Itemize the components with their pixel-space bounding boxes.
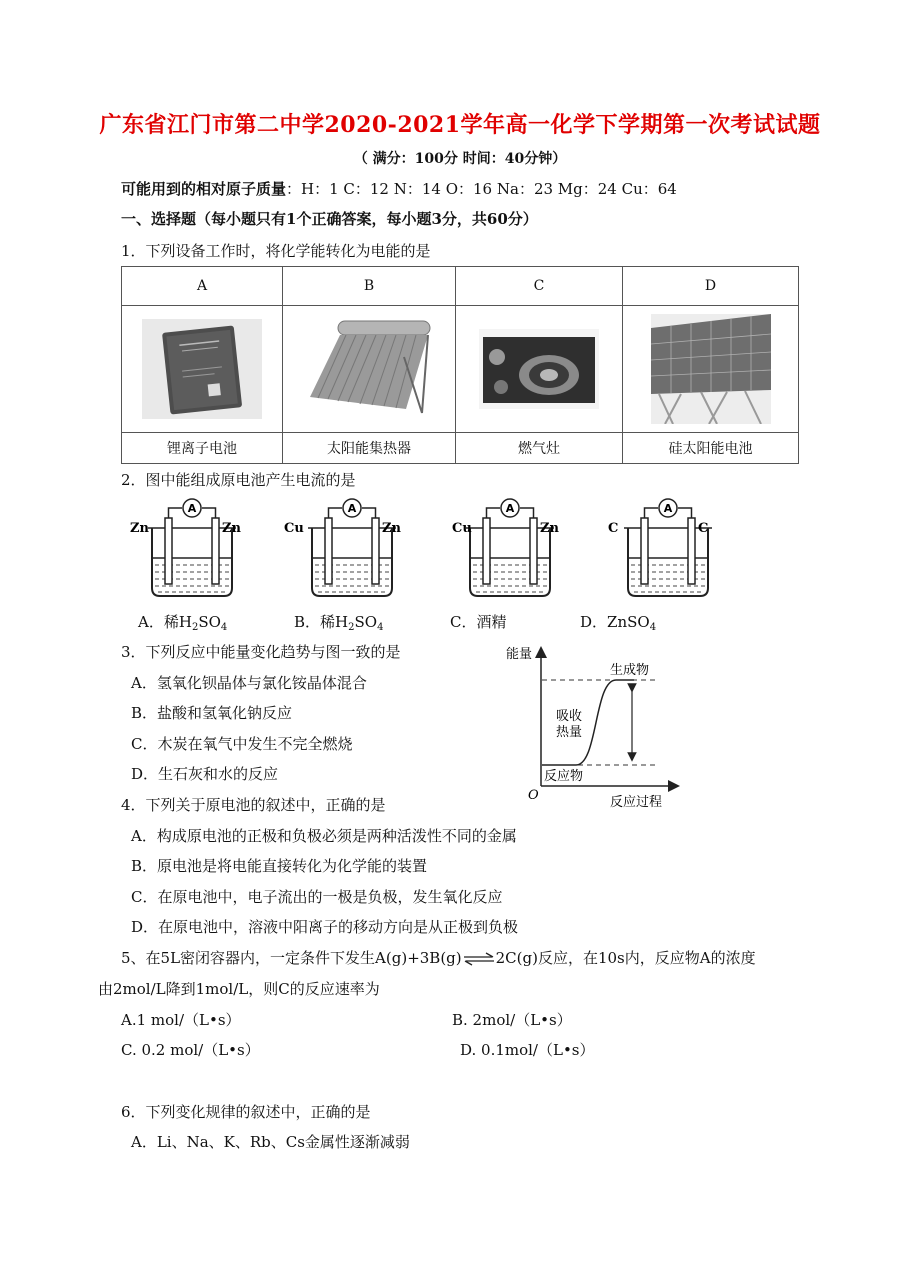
cell-2-right-electrode: Zn — [382, 521, 401, 536]
q1-header-a: A — [122, 267, 283, 306]
q3-stem: 3．下列反应中能量变化趋势与图一致的是 — [121, 643, 401, 661]
cell-1-right-electrode: Zn — [222, 521, 241, 536]
q1-stem: 1．下列设备工作时，将化学能转化为电能的是 — [121, 242, 431, 260]
q5-option-a: A.1 mol/（L•s） — [121, 1011, 241, 1029]
q3-option-b: B．盐酸和氢氧化钠反应 — [131, 704, 293, 722]
q1-label-c: 燃气灶 — [456, 433, 623, 464]
q5-stem-line2: 由2mol/L降到1mol/L，则C的反应速率为 — [98, 980, 380, 998]
ammeter-label-2: A — [347, 502, 357, 515]
q3-option-d: D．生石灰和水的反应 — [131, 765, 279, 783]
equilibrium-arrow-icon — [462, 952, 496, 966]
gas-stove-image — [479, 329, 599, 409]
q1-header-d: D — [623, 267, 799, 306]
silicon-solar-panel-image — [651, 314, 771, 424]
cell-3-right-electrode: Zn — [540, 521, 559, 536]
reactant-label: 反应物 — [544, 769, 584, 784]
lithium-battery-image — [142, 319, 262, 419]
q1-label-d: 硅太阳能电池 — [623, 433, 799, 464]
q3-option-c: C．木炭在氧气中发生不完全燃烧 — [131, 735, 353, 753]
q5-option-c: C. 0.2 mol/（L•s） — [121, 1041, 260, 1059]
q2-stem: 2．图中能组成原电池产生电流的是 — [121, 471, 356, 489]
q5-option-b: B. 2mol/（L•s） — [452, 1011, 572, 1029]
q1-label-b: 太阳能集热器 — [283, 433, 456, 464]
cell-4-right-electrode: C — [698, 521, 709, 536]
product-label: 生成物 — [610, 663, 650, 678]
q3-option-a: A．氢氧化钡晶体与氯化铵晶体混合 — [131, 674, 367, 692]
q2-cells-diagram — [120, 492, 800, 604]
exam-info: （ 满分：100分 时间：40分钟） — [353, 151, 567, 167]
solar-water-heater-image — [304, 317, 434, 421]
q1-label-a: 锂离子电池 — [122, 433, 283, 464]
q4-option-c: C．在原电池中，电子流出的一极是负极，发生氧化反应 — [131, 888, 503, 906]
absorb-heat-label-1: 吸收 — [556, 709, 583, 724]
q5-option-d: D. 0.1mol/（L•s） — [460, 1041, 595, 1059]
cell-4-left-electrode: C — [608, 521, 619, 536]
q6-option-a: A．Li、Na、K、Rb、Cs金属性逐渐减弱 — [131, 1133, 410, 1151]
energy-diagram — [498, 640, 688, 812]
q2-option-c: C．酒精 — [450, 613, 507, 631]
q1-header-c: C — [456, 267, 623, 306]
ammeter-label-3: A — [505, 502, 515, 515]
q2-option-a: A．稀$H_2SO_4$ — [138, 613, 228, 633]
q4-option-b: B．原电池是将电能直接转化为化学能的装置 — [131, 857, 428, 875]
page-title: 广东省江门市第二中学2020-2021学年高一化学下学期第一次考试试题 — [99, 112, 821, 138]
cell-2-left-electrode: Cu — [284, 521, 304, 536]
y-axis-label: 能量 — [506, 647, 533, 662]
atomic-mass-label: 可能用到的相对原子质量 — [121, 180, 287, 198]
q1-header-b: B — [283, 267, 456, 306]
q4-option-d: D．在原电池中，溶液中阳离子的移动方向是从正极到负极 — [131, 918, 519, 936]
q1-table — [121, 266, 799, 464]
atomic-mass-line — [121, 178, 677, 199]
absorb-heat-label-2: 热量 — [556, 725, 583, 740]
cell-3-left-electrode: Cu — [452, 521, 472, 536]
q6-stem: 6．下列变化规律的叙述中，正确的是 — [121, 1103, 371, 1121]
section-heading: 一、选择题（每小题只有1个正确答案，每小题3分，共60分） — [121, 210, 538, 228]
origin-label: O — [528, 788, 539, 803]
q2-option-b: B．稀$H_2SO_4$ — [294, 613, 384, 633]
ammeter-label-4: A — [663, 502, 673, 515]
atomic-mass-values: ：H：1 C：12 N：14 O：16 Na：23 Mg：24 Cu：64 — [286, 180, 677, 198]
x-axis-label: 反应过程 — [610, 795, 663, 810]
q4-stem: 4．下列关于原电池的叙述中，正确的是 — [121, 796, 386, 814]
q2-option-d: D．ZnSO$_4$ — [580, 613, 657, 633]
q5-stem-line1: 5、在5L密闭容器内，一定条件下发生A(g)+3B(g) 2C(g)反应，在10s内，反应物A的浓度 — [121, 949, 756, 967]
q4-option-a: A．构成原电池的正极和负极必须是两种活泼性不同的金属 — [131, 827, 517, 845]
ammeter-label-1: A — [187, 502, 197, 515]
cell-1-left-electrode: Zn — [130, 521, 149, 536]
